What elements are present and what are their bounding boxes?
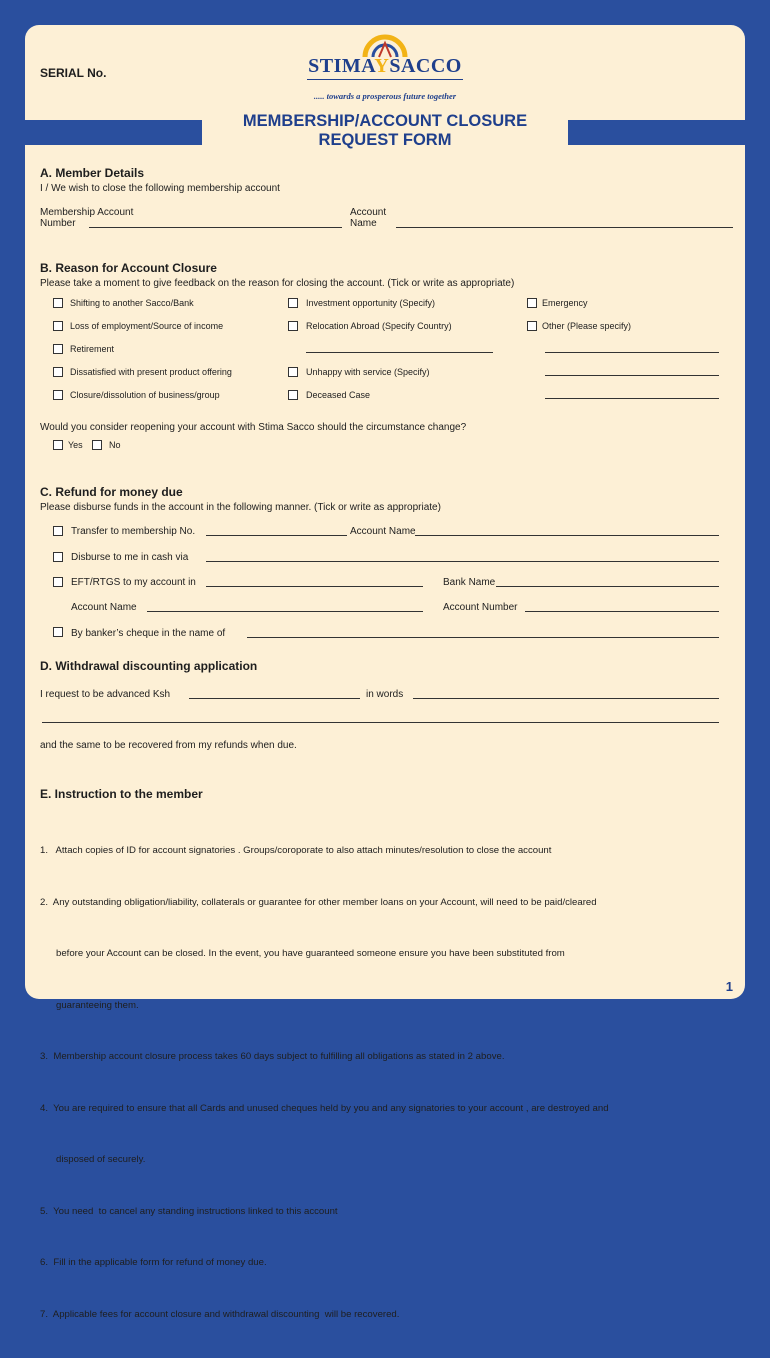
checkbox-cash[interactable] (53, 552, 63, 562)
option-relocation-label: Relocation Abroad (Specify Country) (306, 321, 452, 331)
instruction-list (40, 807, 735, 1358)
membership-number-label: Membership Account Number (40, 207, 134, 229)
option-retirement-label: Retirement (70, 344, 115, 354)
instruction-item: guaranteeing them. (40, 999, 139, 1011)
other-specify-field-1[interactable] (545, 352, 719, 353)
checkbox-other[interactable] (527, 321, 537, 331)
title-bar-right (568, 120, 745, 145)
form-page (25, 25, 745, 1320)
account-name-field[interactable] (396, 227, 733, 228)
account-number-label: Account Number (443, 602, 518, 613)
checkbox-eft[interactable] (53, 577, 63, 587)
section-c-intro: Please disburse funds in the account in the following manner. (Tick or write as appropriate) (40, 502, 441, 513)
page-title: MEMBERSHIP/ACCOUNT CLOSURE REQUEST FORM (242, 112, 528, 149)
serial-label: SERIAL No. (40, 66, 107, 80)
section-a-intro: I / We wish to close the following membership account (40, 183, 280, 194)
checkbox-closure[interactable] (53, 390, 63, 400)
other-specify-field-3[interactable] (545, 398, 719, 399)
option-closure-label: Closure/dissolution of business/group (70, 390, 220, 400)
checkbox-shifting[interactable] (53, 298, 63, 308)
checkbox-relocation[interactable] (288, 321, 298, 331)
recover-text: and the same to be recovered from my refunds when due. (40, 740, 297, 751)
tagline: ..... towards a prosperous future together (313, 91, 457, 101)
option-shifting-label: Shifting to another Sacco/Bank (70, 298, 194, 308)
page-number: 1 (725, 979, 733, 994)
instruction-item: 6. Fill in the applicable form for refund of money due. (40, 1257, 267, 1268)
instruction-item: 2. Any outstanding obligation/liability, collaterals or guarantee for other member loans on your Account, will need to be paid/cleared (40, 896, 597, 908)
section-b-intro: Please take a moment to give feedback on the reason for closing the account. (Tick or write as appropriate) (40, 278, 515, 289)
checkbox-investment[interactable] (288, 298, 298, 308)
checkbox-cheque[interactable] (53, 627, 63, 637)
checkbox-transfer[interactable] (53, 526, 63, 536)
transfer-account-name-field[interactable] (415, 535, 719, 536)
account-number-field[interactable] (525, 611, 719, 612)
instruction-item: disposed of securely. (40, 1154, 146, 1165)
cash-via-field[interactable] (206, 561, 719, 562)
yes-label: Yes (68, 440, 83, 450)
instruction-item: 1. Attach copies of ID for account signatories . Groups/coroporate to also attach minutes/resolution to close the account (40, 845, 552, 856)
checkbox-dissatisfied[interactable] (53, 367, 63, 377)
brand-name: STIMAYSACCO (308, 55, 462, 77)
checkbox-yes[interactable] (53, 440, 63, 450)
other-specify-field-2[interactable] (545, 375, 719, 376)
cheque-name-field[interactable] (247, 637, 719, 638)
cash-label: Disburse to me in cash via (71, 552, 189, 563)
no-label: No (109, 440, 121, 450)
instruction-item: 7. Applicable fees for account closure and withdrawal discounting will be recovered. (40, 1308, 400, 1320)
transfer-label: Transfer to membership No. (71, 526, 196, 537)
option-investment-label: Investment opportunity (Specify) (306, 298, 436, 308)
checkbox-no[interactable] (92, 440, 102, 450)
checkbox-deceased[interactable] (288, 390, 298, 400)
section-a-heading: A. Member Details (40, 166, 145, 180)
checkbox-loss[interactable] (53, 321, 63, 331)
advance-amount-field[interactable] (189, 698, 360, 699)
amount-in-words-field-continued[interactable] (42, 722, 719, 723)
option-other-label: Other (Please specify) (542, 321, 632, 331)
advance-request-label: I request to be advanced Ksh (40, 689, 171, 700)
bank-name-label: Bank Name (443, 577, 496, 588)
cheque-label: By banker’s cheque in the name of (71, 628, 226, 639)
amount-in-words-field[interactable] (413, 698, 719, 699)
section-b-heading: B. Reason for Account Closure (40, 261, 217, 275)
checkbox-retirement[interactable] (53, 344, 63, 354)
eft-label: EFT/RTGS to my account in (71, 577, 196, 588)
bank-name-field[interactable] (496, 586, 719, 587)
membership-number-field[interactable] (89, 227, 342, 228)
transfer-number-field[interactable] (206, 535, 347, 536)
option-deceased-label: Deceased Case (306, 390, 371, 400)
section-d-heading: D. Withdrawal discounting application (40, 659, 258, 673)
checkbox-unhappy[interactable] (288, 367, 298, 377)
section-c-heading: C. Refund for money due (40, 485, 183, 499)
instruction-item: 5. You need to cancel any standing instructions linked to this account (40, 1205, 338, 1217)
section-e-heading: E. Instruction to the member (40, 787, 203, 801)
option-emergency-label: Emergency (542, 298, 588, 308)
stima-sacco-logo (297, 31, 473, 107)
account-name-label: Account Name (350, 207, 387, 229)
instruction-item: 3. Membership account closure process takes 60 days subject to fulfilling all obligations as stated in 2 above. (40, 1051, 505, 1062)
option-dissatisfied-label: Dissatisfied with present product offering (70, 367, 232, 377)
title-bar-left (25, 120, 202, 145)
checkbox-emergency[interactable] (527, 298, 537, 308)
eft-account-name-label: Account Name (71, 602, 137, 613)
reopen-question: Would you consider reopening your account with Stima Sacco should the circumstance change? (40, 422, 467, 433)
option-unhappy-label: Unhappy with service (Specify) (306, 367, 430, 377)
logo-divider (307, 79, 463, 80)
specify-country-field[interactable] (306, 352, 493, 353)
instruction-item: 4. You are required to ensure that all Cards and unused cheques held by you and any signatories to your account , are destroyed and (40, 1102, 609, 1114)
eft-account-name-field[interactable] (147, 611, 423, 612)
instruction-item: before your Account can be closed. In the event, you have guaranteed someone ensure you have been substituted from (40, 948, 565, 959)
transfer-account-name-label: Account Name (350, 526, 416, 537)
option-loss-label: Loss of employment/Source of income (70, 321, 224, 331)
in-words-label: in words (366, 689, 404, 700)
eft-account-field[interactable] (206, 586, 423, 587)
